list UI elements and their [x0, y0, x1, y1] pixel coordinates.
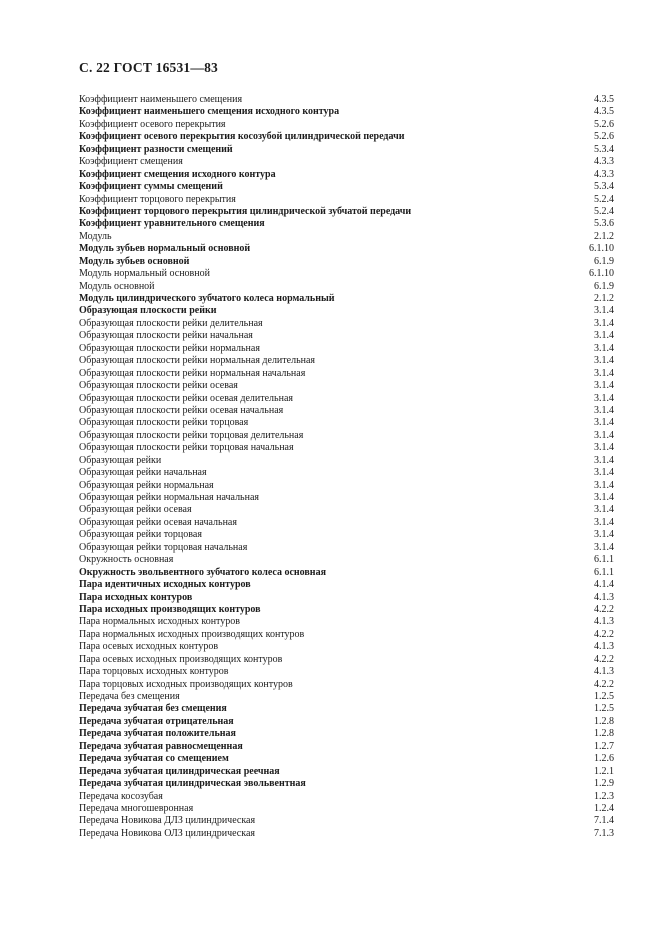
index-entry [79, 380, 614, 392]
index-term: Коэффициент торцового перекрытия цилиндрической зубчатой передачи [79, 205, 412, 217]
index-ref: 3.1.4 [594, 392, 614, 404]
index-ref: 2.1.2 [594, 230, 614, 242]
index-term: Модуль [79, 230, 112, 242]
index-term: Пара торцовых исходных производящих контуров [79, 678, 293, 690]
index-entry [79, 206, 614, 218]
index-ref: 3.1.4 [594, 454, 614, 466]
index-ref: 3.1.4 [594, 467, 614, 479]
index-ref: 1.2.8 [594, 728, 614, 740]
index-ref: 4.3.5 [594, 94, 614, 105]
index-term: Коэффициент наименьшего смещения исходного контура [79, 106, 340, 118]
index-term: Образующая рейки начальная [79, 467, 207, 479]
index-entry [79, 766, 614, 778]
index-entry [79, 641, 614, 653]
index-entry [79, 243, 614, 255]
index-ref: 3.1.4 [594, 429, 614, 441]
index-ref: 1.2.5 [594, 703, 614, 715]
index-ref: 1.2.1 [594, 765, 614, 777]
index-ref: 3.1.4 [594, 541, 614, 553]
index-entry [79, 455, 614, 467]
index-term: Окружность эвольвентного зубчатого колеса основная [79, 566, 326, 578]
index-entry [79, 293, 614, 305]
index-term: Передача без смещения [79, 691, 180, 702]
index-ref: 1.2.6 [594, 753, 614, 765]
index-entry [79, 666, 614, 678]
index-term: Образующая рейки осевая начальная [79, 516, 237, 528]
index-term: Образующая рейки [79, 454, 162, 466]
index-term: Передача зубчатая равносмещенная [79, 740, 243, 752]
index-term: Пара осевых исходных контуров [79, 641, 219, 653]
index-term: Образующая рейки нормальная [79, 479, 214, 491]
index-ref: 5.3.4 [594, 143, 614, 155]
index-ref: 3.1.4 [594, 504, 614, 516]
index-term: Образующая рейки торцовая [79, 529, 202, 541]
index-ref: 1.2.8 [594, 715, 614, 727]
index-term: Образующая плоскости рейки торцовая начальная [79, 442, 294, 454]
index-ref: 1.2.3 [594, 790, 614, 802]
index-entry [79, 343, 614, 355]
index-ref: 2.1.2 [594, 293, 614, 304]
index-entry [79, 305, 614, 317]
index-ref: 4.3.5 [594, 106, 614, 118]
index-ref: 6.1.1 [594, 554, 614, 566]
index-term: Коэффициент смещения исходного контура [79, 168, 276, 180]
index-entry [79, 405, 614, 417]
index-term: Образующая рейки нормальная начальная [79, 492, 260, 503]
index-entry [79, 119, 614, 131]
index-entry [79, 629, 614, 641]
index-entry [79, 517, 614, 529]
index-entry [79, 741, 614, 753]
index-term: Образующая плоскости рейки торцовая делительная [79, 429, 304, 441]
index-entry [79, 728, 614, 740]
index-ref: 4.3.3 [594, 168, 614, 180]
index-entry [79, 654, 614, 666]
index-term: Передача зубчатая со смещением [79, 753, 229, 765]
index-ref: 4.1.4 [594, 579, 614, 591]
index-entry [79, 417, 614, 429]
index-ref: 4.1.3 [594, 666, 614, 678]
index-ref: 3.1.4 [594, 417, 614, 429]
index-term: Коэффициент разности смещений [79, 143, 233, 155]
index-term: Коэффициент смещения [79, 156, 183, 168]
index-term: Передача Новикова ОЛЗ цилиндрическая [79, 827, 255, 839]
index-entry [79, 368, 614, 380]
index-entry [79, 691, 614, 703]
index-entry [79, 442, 614, 454]
index-ref: 5.2.4 [594, 193, 614, 205]
index-term: Пара исходных контуров [79, 591, 193, 603]
index-ref: 6.1.1 [594, 566, 614, 578]
index-ref: 3.1.4 [594, 342, 614, 354]
index-term: Пара осевых исходных производящих контуров [79, 653, 283, 665]
index-term: Окружность основная [79, 554, 174, 566]
index-entry [79, 753, 614, 765]
index-entry [79, 567, 614, 579]
index-term: Пара торцовых исходных контуров [79, 666, 229, 678]
index-term: Передача Новикова ДЛЗ цилиндрическая [79, 815, 256, 827]
index-entry [79, 318, 614, 330]
index-term: Пара идентичных исходных контуров [79, 579, 251, 591]
index-ref: 4.1.3 [594, 641, 614, 653]
index-term: Передача зубчатая положительная [79, 728, 236, 740]
index-entry [79, 355, 614, 367]
index-entry [79, 218, 614, 230]
index-ref: 3.1.4 [594, 516, 614, 528]
index-term: Образующая рейки торцовая начальная [79, 541, 248, 553]
index-term: Передача зубчатая цилиндрическая реечная [79, 765, 280, 777]
index-ref: 4.3.3 [594, 156, 614, 168]
index-entry [79, 542, 614, 554]
index-ref: 7.1.4 [594, 815, 614, 827]
index-entry [79, 504, 614, 516]
index-term: Коэффициент торцового перекрытия [79, 193, 236, 205]
index-ref: 3.1.4 [594, 404, 614, 416]
index-entry [79, 803, 614, 815]
index-ref: 6.1.9 [594, 280, 614, 292]
index-ref: 3.1.4 [594, 355, 614, 367]
index-entry [79, 393, 614, 405]
index-term: Образующая плоскости рейки нормальная [79, 342, 260, 354]
index-entry [79, 554, 614, 566]
index-term: Образующая плоскости рейки начальная [79, 330, 253, 342]
index-ref: 4.2.2 [594, 628, 614, 640]
index-term: Передача зубчатая цилиндрическая эвольвентная [79, 778, 306, 790]
index-ref: 6.1.10 [589, 243, 614, 255]
index-ref: 3.1.4 [594, 305, 614, 317]
term-index-list [79, 94, 614, 840]
index-term: Модуль зубьев нормальный основной [79, 243, 251, 255]
index-ref: 5.3.6 [594, 218, 614, 230]
index-entry [79, 268, 614, 280]
index-ref: 1.2.9 [594, 778, 614, 790]
index-ref: 5.3.4 [594, 181, 614, 193]
index-term: Образующая плоскости рейки осевая начальная [79, 404, 284, 416]
index-entry [79, 106, 614, 118]
index-term: Передача зубчатая без смещения [79, 703, 227, 715]
page-header: С. 22 ГОСТ 16531—83 [79, 60, 218, 75]
index-entry [79, 716, 614, 728]
index-term: Пара исходных производящих контуров [79, 603, 261, 615]
index-ref: 3.1.4 [594, 367, 614, 379]
index-ref: 4.2.2 [594, 653, 614, 665]
index-ref: 6.1.9 [594, 255, 614, 267]
index-ref: 3.1.4 [594, 492, 614, 503]
index-entry [79, 131, 614, 143]
index-entry [79, 256, 614, 268]
index-term: Образующая плоскости рейки [79, 305, 217, 317]
index-entry [79, 430, 614, 442]
index-entry [79, 679, 614, 691]
index-term: Образующая плоскости рейки делительная [79, 317, 263, 329]
index-ref: 1.2.4 [594, 802, 614, 814]
index-entry [79, 467, 614, 479]
index-term: Модуль основной [79, 280, 155, 292]
index-entry [79, 144, 614, 156]
index-term: Коэффициент наименьшего смещения [79, 94, 243, 105]
index-entry [79, 194, 614, 206]
index-entry [79, 231, 614, 243]
index-term: Модуль цилиндрического зубчатого колеса нормальный [79, 293, 335, 304]
index-term: Передача зубчатая отрицательная [79, 715, 234, 727]
index-term: Коэффициент суммы смещений [79, 181, 223, 193]
index-term: Образующая плоскости рейки нормальная начальная [79, 367, 306, 379]
index-term: Передача косозубая [79, 790, 163, 802]
index-ref: 6.1.10 [589, 268, 614, 280]
index-term: Коэффициент уравнительного смещения [79, 218, 265, 230]
index-term: Образующая плоскости рейки осевая [79, 380, 238, 392]
index-entry [79, 703, 614, 715]
index-ref: 1.2.5 [594, 691, 614, 702]
index-ref: 5.2.4 [594, 205, 614, 217]
index-ref: 3.1.4 [594, 317, 614, 329]
index-entry [79, 169, 614, 181]
index-term: Коэффициент осевого перекрытия косозубой цилиндрической передачи [79, 131, 405, 143]
index-entry [79, 492, 614, 504]
index-ref: 4.2.2 [594, 678, 614, 690]
index-ref: 5.2.6 [594, 131, 614, 143]
index-entry [79, 94, 614, 106]
index-term: Образующая рейки осевая [79, 504, 192, 516]
index-ref: 3.1.4 [594, 380, 614, 392]
index-term: Пара нормальных исходных производящих контуров [79, 628, 305, 640]
index-term: Модуль зубьев основной [79, 255, 190, 267]
index-ref: 4.2.2 [594, 603, 614, 615]
index-entry [79, 791, 614, 803]
index-entry [79, 181, 614, 193]
index-term: Модуль нормальный основной [79, 268, 210, 280]
index-entry [79, 828, 614, 840]
index-ref: 5.2.6 [594, 118, 614, 130]
index-term: Пара нормальных исходных контуров [79, 616, 241, 628]
index-term: Образующая плоскости рейки нормальная делительная [79, 355, 316, 367]
index-entry [79, 330, 614, 342]
index-ref: 3.1.4 [594, 442, 614, 454]
index-ref: 4.1.3 [594, 616, 614, 628]
index-ref: 4.1.3 [594, 591, 614, 603]
index-entry [79, 604, 614, 616]
index-term: Коэффициент осевого перекрытия [79, 118, 226, 130]
index-ref: 7.1.3 [594, 827, 614, 839]
index-entry [79, 579, 614, 591]
index-entry [79, 480, 614, 492]
index-ref: 3.1.4 [594, 529, 614, 541]
index-entry [79, 156, 614, 168]
index-term: Передача многошевронная [79, 802, 194, 814]
index-ref: 3.1.4 [594, 479, 614, 491]
index-ref: 3.1.4 [594, 330, 614, 342]
index-entry [79, 778, 614, 790]
index-entry [79, 592, 614, 604]
index-term: Образующая плоскости рейки осевая делительная [79, 392, 293, 404]
index-entry [79, 529, 614, 541]
index-entry [79, 281, 614, 293]
index-entry [79, 815, 614, 827]
index-entry [79, 616, 614, 628]
index-term: Образующая плоскости рейки торцовая [79, 417, 249, 429]
index-ref: 1.2.7 [594, 740, 614, 752]
